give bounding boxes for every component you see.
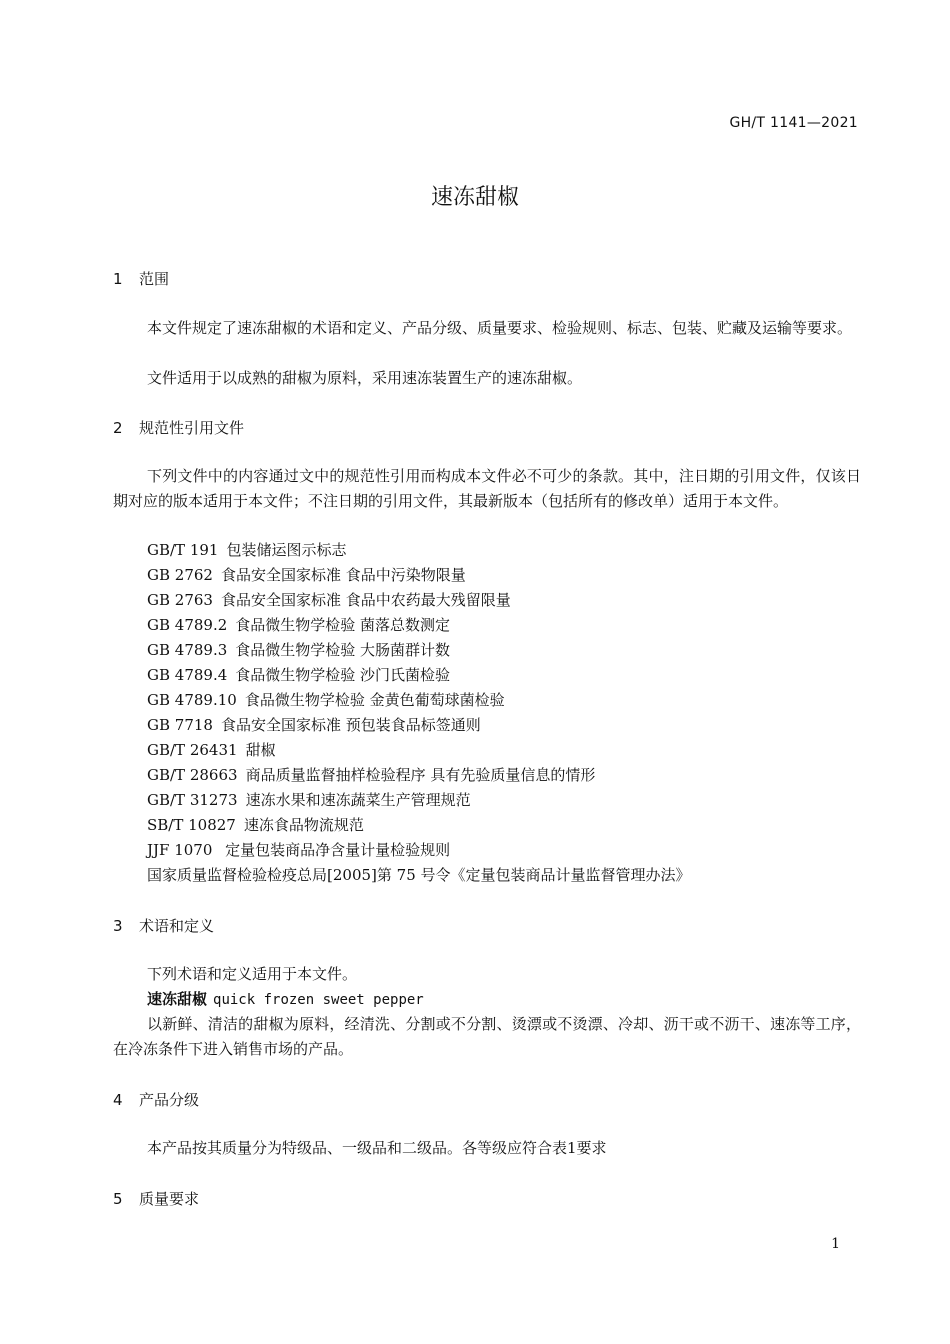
term-entry — [147, 988, 424, 1009]
reference-item: GB 2762 食品安全国家标准 食品中污染物限量 — [147, 566, 466, 584]
section-heading-normative-references — [113, 417, 244, 438]
reference-item: GB 2763 食品安全国家标准 食品中农药最大残留限量 — [147, 591, 511, 609]
reference-item: GB/T 28663 商品质量监督抽样检验程序 具有先验质量信息的情形 — [147, 766, 596, 784]
document-title: 速冻甜椒 — [430, 185, 519, 210]
reference-item: GB 4789.2 食品微生物学检验 菌落总数测定 — [147, 616, 451, 634]
term-english: quick frozen sweet pepper — [213, 992, 424, 1008]
reference-item: 国家质量监督检验检疫总局[2005]第 75 号令《定量包装商品计量监督管理办法》 — [147, 866, 691, 884]
reference-item: GB 4789.3 食品微生物学检验 大肠菌群计数 — [147, 641, 451, 659]
term-chinese: 速冻甜椒 — [147, 990, 208, 1008]
section-title: 术语和定义 — [139, 917, 215, 935]
reference-item: SB/T 10827 速冻食品物流规范 — [147, 816, 364, 834]
section-title: 规范性引用文件 — [139, 419, 245, 437]
term-definition: 以新鲜、清洁的甜椒为原料，经清洗、分割或不分割、烫漂或不烫漂、冷却、沥干或不沥干、速冻等工序，在冷冻条件下进入销售市场的产品。 — [113, 1015, 861, 1058]
reference-item: GB/T 191 包装储运图示标志 — [147, 541, 347, 559]
section-number: 3 — [113, 917, 123, 935]
reference-list — [147, 538, 699, 888]
section-number: 1 — [113, 270, 123, 288]
section-heading-grading — [113, 1089, 199, 1110]
reference-item: GB/T 31273 速冻水果和速冻蔬菜生产管理规范 — [147, 791, 471, 809]
section-title: 产品分级 — [139, 1091, 200, 1109]
paragraph: 下列文件中的内容通过文中的规范性引用而构成本文件必不可少的条款。其中，注日期的引用文件，仅该日期对应的版本适用于本文件；不注日期的引用文件，其最新版本（包括所有的修改单）适用于本文件。 — [113, 467, 861, 510]
reference-item: JJF 1070 定量包装商品净含量计量检验规则 — [147, 841, 451, 859]
paragraph: 本产品按其质量分为特级品、一级品和二级品。各等级应符合表1要求 — [147, 1139, 607, 1157]
standard-code: GH/T 1141—2021 — [729, 115, 858, 131]
section-number: 4 — [113, 1091, 123, 1109]
section-number: 5 — [113, 1190, 123, 1208]
section-heading-scope — [113, 268, 169, 289]
paragraph: 本文件规定了速冻甜椒的术语和定义、产品分级、质量要求、检验规则、标志、包装、贮藏及运输等要求。 — [147, 319, 853, 337]
section-heading-terms-definitions — [113, 915, 214, 936]
reference-item: GB 4789.10 食品微生物学检验 金黄色葡萄球菌检验 — [147, 691, 505, 709]
reference-item: GB/T 26431 甜椒 — [147, 741, 276, 759]
section-title: 范围 — [139, 270, 170, 288]
section-heading-quality-requirements — [113, 1188, 199, 1209]
section-title: 质量要求 — [139, 1190, 200, 1208]
section-number: 2 — [113, 419, 123, 437]
reference-item: GB 4789.4 食品微生物学检验 沙门氏菌检验 — [147, 666, 451, 684]
paragraph: 下列术语和定义适用于本文件。 — [147, 965, 358, 983]
reference-item: GB 7718 食品安全国家标准 预包装食品标签通则 — [147, 716, 481, 734]
page-number: 1 — [831, 1236, 840, 1252]
paragraph: 文件适用于以成熟的甜椒为原料，采用速冻装置生产的速冻甜椒。 — [147, 369, 583, 387]
